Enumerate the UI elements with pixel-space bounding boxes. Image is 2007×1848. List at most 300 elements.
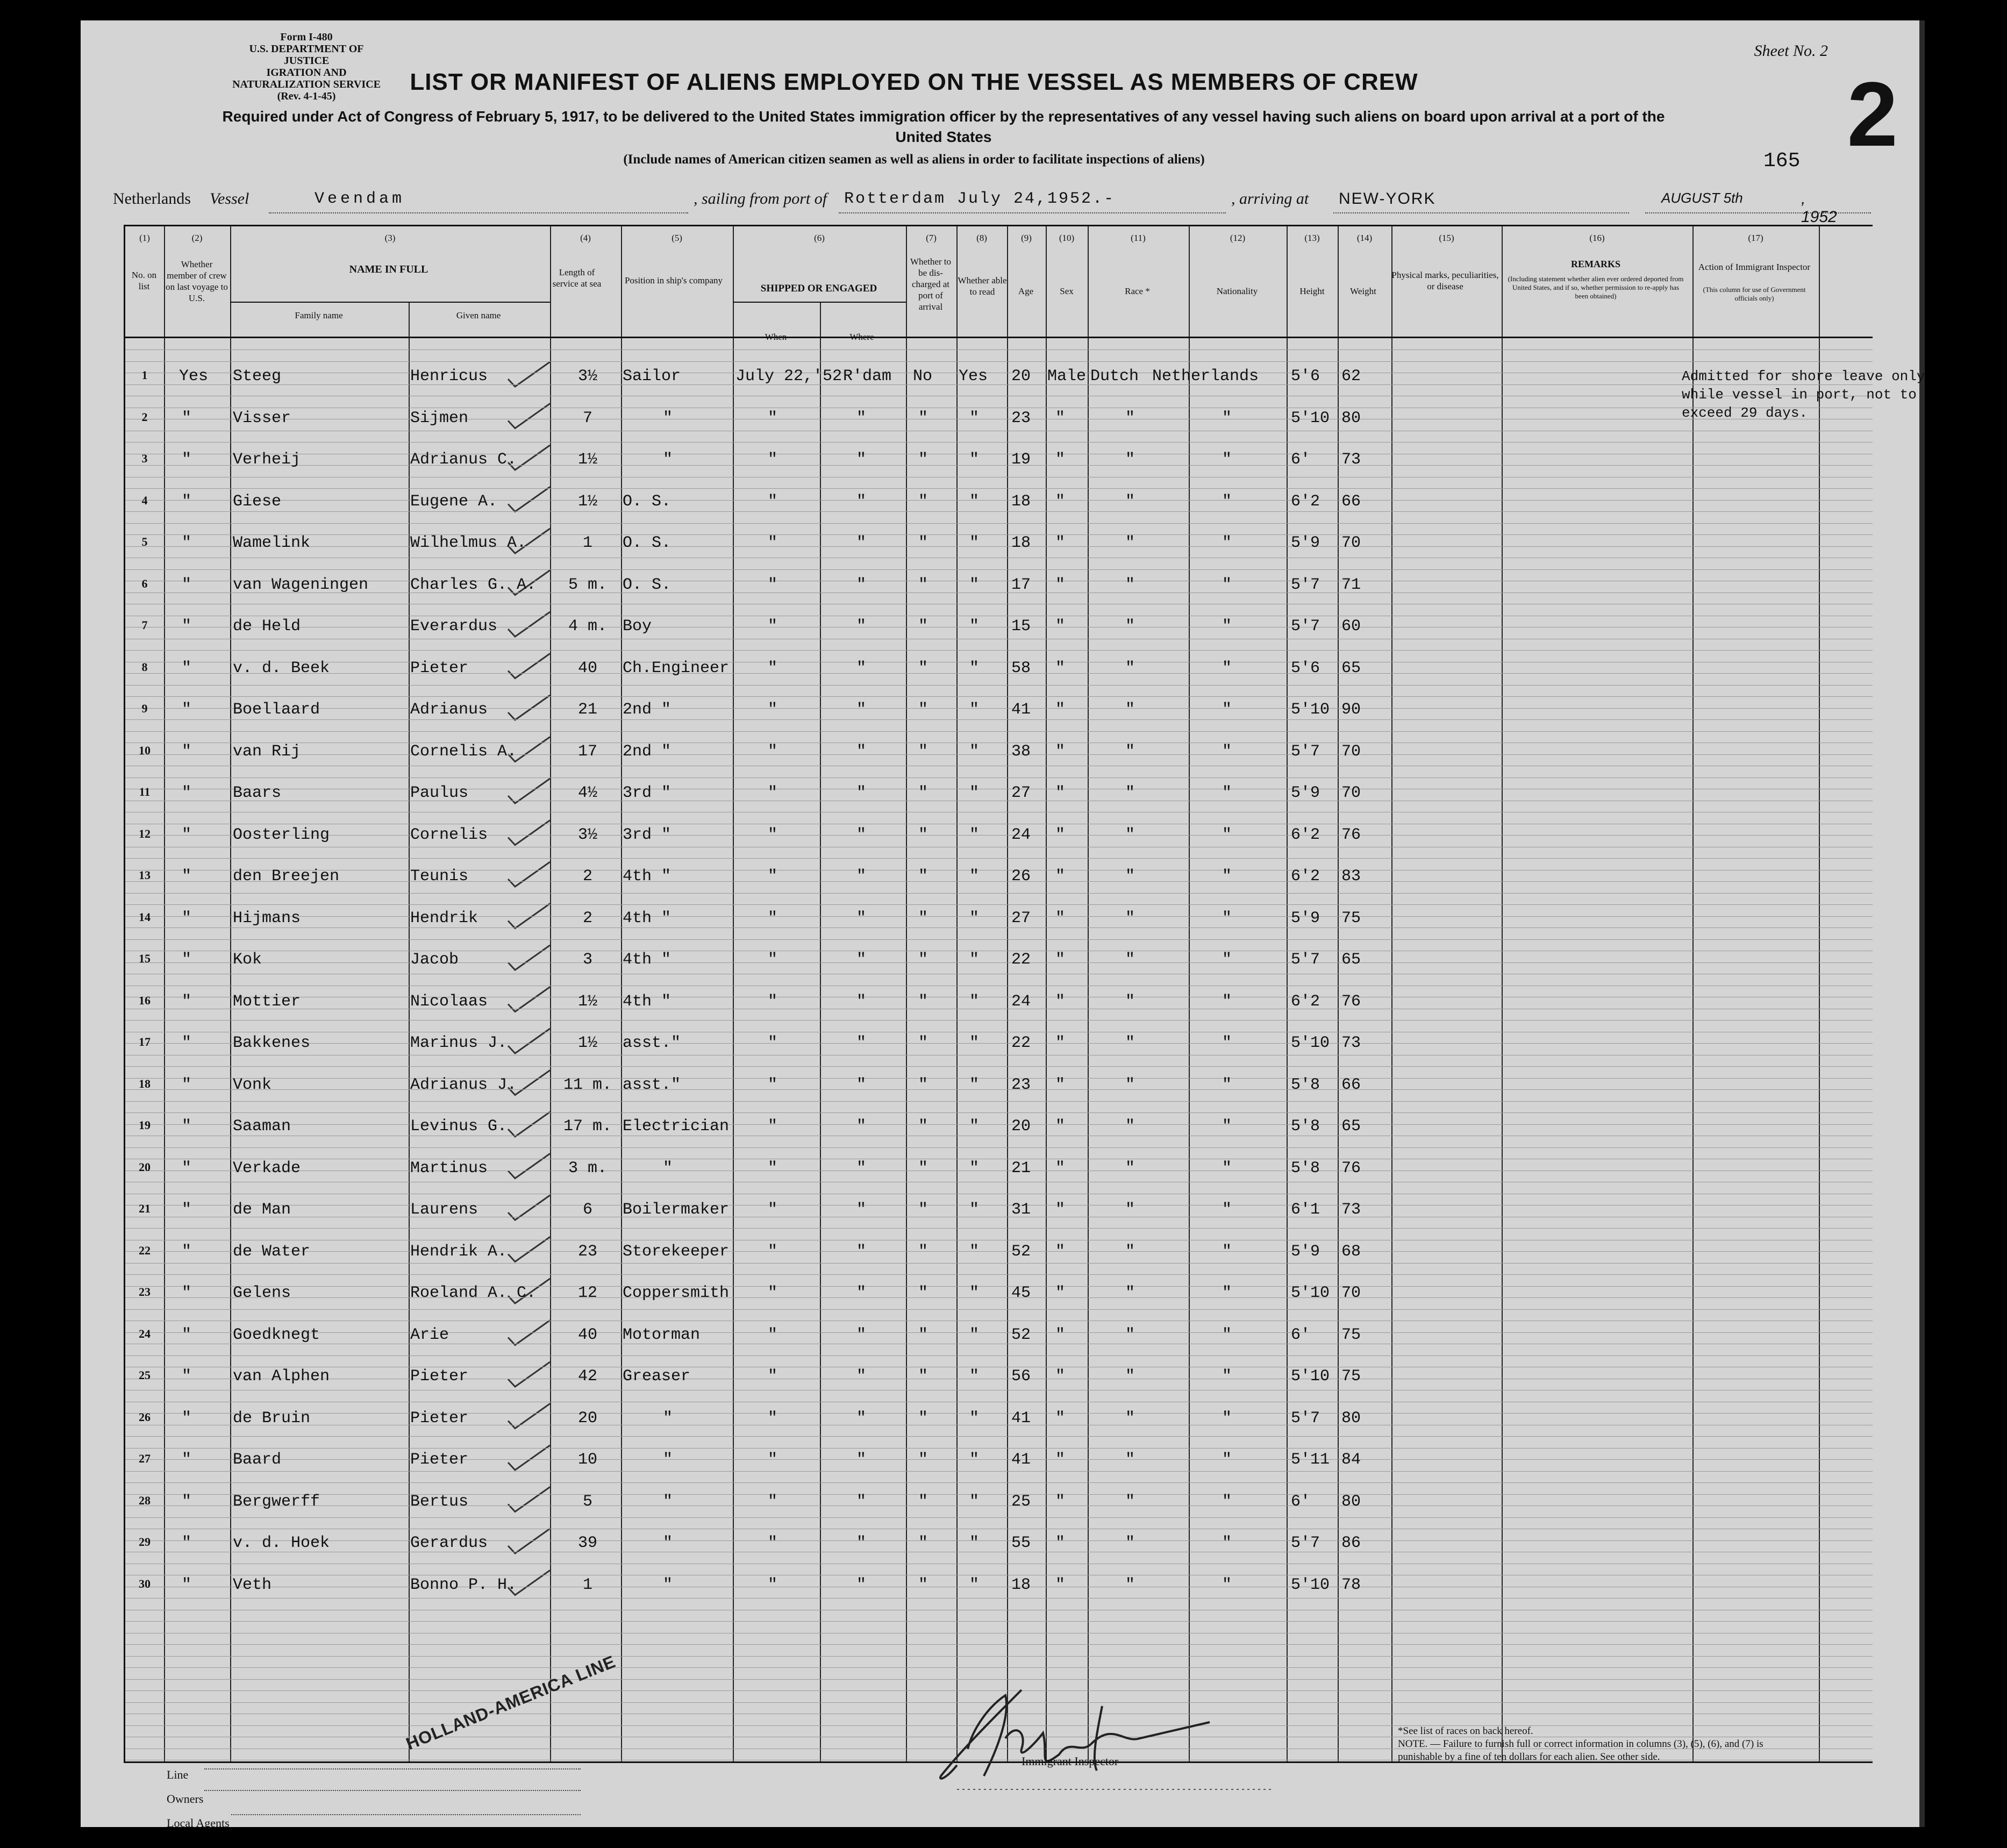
position-cell: asst.": [623, 1075, 681, 1094]
row-number: 15: [139, 952, 151, 965]
checkmark: [508, 1487, 550, 1512]
service-cell: 1½: [578, 1034, 598, 1052]
ruled-line: [125, 939, 1873, 940]
given-name-cell: Adrianus: [410, 701, 488, 719]
weight-cell: 73: [1341, 451, 1361, 469]
race-cell: ": [1125, 1075, 1135, 1094]
header-action-note: (This column for use of Government officials only): [1703, 286, 1806, 302]
discharged-cell: ": [918, 451, 928, 469]
able-to-read-cell: ": [969, 534, 980, 552]
age-cell: 58: [1011, 659, 1031, 677]
able-to-read-cell: ": [969, 1034, 980, 1052]
column-number: (4): [580, 233, 591, 243]
row-number: 18: [139, 1076, 151, 1090]
ruled-line: [125, 1667, 1873, 1668]
family-name-cell: v. d. Hoek: [233, 1534, 330, 1552]
row-number: 25: [139, 1368, 151, 1382]
member-cell: ": [182, 867, 192, 886]
able-to-read-cell: ": [969, 825, 980, 844]
row-number: 21: [139, 1202, 151, 1215]
discharged-cell: No: [913, 367, 933, 386]
able-to-read-cell: ": [969, 659, 980, 677]
age-cell: 41: [1011, 1409, 1031, 1428]
service-cell: 17: [578, 742, 598, 761]
race-cell: ": [1125, 451, 1135, 469]
ruled-line: [125, 488, 1873, 489]
row-number: 3: [141, 452, 148, 465]
position-cell: Boilermaker: [623, 1201, 730, 1219]
race-cell: ": [1125, 617, 1135, 636]
race-cell: ": [1125, 534, 1135, 552]
column-rule: [1338, 226, 1339, 1761]
height-cell: 6'2: [1291, 825, 1320, 844]
family-name-cell: van Alphen: [233, 1367, 330, 1386]
service-cell: 2: [583, 867, 593, 886]
position-cell: O. S.: [623, 534, 672, 552]
fine-note: NOTE. — Failure to furnish full or correct information in columns (3), (5), (6), and (7) is punishable by a fine of ten dollars for each alien. See other side.: [1398, 1738, 1763, 1763]
checkmark: [508, 945, 550, 970]
sex-cell: ": [1055, 784, 1066, 802]
given-name-cell: Cornelis A.: [410, 742, 517, 761]
sailing-value: Rotterdam July 24,1952.-: [844, 190, 1116, 208]
weight-cell: 70: [1341, 534, 1361, 552]
shipped-where-cell: ": [856, 909, 867, 927]
column-rule: [621, 226, 622, 1761]
member-cell: ": [182, 951, 192, 969]
given-name-cell: Arie: [410, 1325, 449, 1344]
position-cell: ": [663, 1409, 673, 1428]
age-cell: 55: [1011, 1534, 1031, 1552]
shipped-when-cell: ": [768, 867, 778, 886]
age-cell: 56: [1011, 1367, 1031, 1386]
nationality-cell: ": [1222, 1367, 1232, 1386]
header-when: When: [765, 332, 787, 342]
row-number: 17: [139, 1035, 151, 1048]
shipped-where-cell: ": [856, 867, 867, 886]
age-cell: 21: [1011, 1159, 1031, 1178]
race-cell: ": [1125, 659, 1135, 677]
header-service: Length of service at sea: [552, 267, 602, 289]
race-cell: ": [1125, 1367, 1135, 1386]
row-number: 24: [139, 1326, 151, 1340]
column-rule: [1088, 226, 1089, 1761]
checkmark: [508, 1321, 550, 1345]
sex-cell: ": [1055, 1034, 1066, 1052]
weight-cell: 60: [1341, 617, 1361, 636]
column-number: (14): [1356, 233, 1373, 243]
header-height: Height: [1299, 286, 1325, 296]
row-number: 9: [141, 702, 148, 715]
header-given: Given name: [456, 310, 501, 320]
given-name-cell: Sijmen: [410, 409, 469, 427]
crew-table: [124, 225, 1925, 1763]
weight-cell: 65: [1341, 1117, 1361, 1136]
ruled-line: [125, 523, 1873, 524]
header-rule: [125, 337, 1873, 338]
age-cell: 31: [1011, 1201, 1031, 1219]
age-cell: 52: [1011, 1325, 1031, 1344]
ruled-line: [125, 1286, 1873, 1287]
able-to-read-cell: ": [969, 575, 980, 594]
shipped-where-cell: ": [856, 1575, 867, 1594]
nationality-cell: Netherlands: [1152, 367, 1259, 386]
shipped-where-cell: ": [856, 1325, 867, 1344]
position-cell: ": [663, 451, 673, 469]
weight-cell: 73: [1341, 1034, 1361, 1052]
sex-cell: ": [1055, 1409, 1066, 1428]
race-cell: ": [1125, 992, 1135, 1011]
shipped-where-cell: ": [856, 409, 867, 427]
shipped-where-cell: ": [856, 784, 867, 802]
nationality-cell: ": [1222, 534, 1232, 552]
able-to-read-cell: ": [969, 492, 980, 511]
given-name-cell: Wilhelmus A.: [410, 534, 527, 552]
service-cell: 7: [583, 409, 593, 427]
given-name-cell: Roeland A. C.: [410, 1284, 537, 1302]
height-cell: 6'2: [1291, 992, 1320, 1011]
remarks-text: Admitted for shore leave only while vessel in port, not to exceed 29 days.: [1682, 368, 1925, 421]
member-cell: ": [182, 1575, 192, 1594]
family-name-cell: de Held: [233, 617, 301, 636]
ruled-line: [125, 685, 1873, 686]
row-number: 19: [139, 1118, 151, 1132]
column-number: (9): [1021, 233, 1032, 243]
height-cell: 5'9: [1291, 534, 1320, 552]
row-number: 8: [141, 660, 148, 674]
ruled-line: [125, 1540, 1873, 1541]
ruled-line: [125, 1413, 1873, 1414]
sailing-label: , sailing from port of: [694, 190, 827, 208]
age-cell: 22: [1011, 1034, 1031, 1052]
able-to-read-cell: ": [969, 617, 980, 636]
shipped-where-cell: ": [856, 492, 867, 511]
sex-cell: ": [1055, 909, 1066, 927]
service-cell: 1½: [578, 451, 598, 469]
service-cell: 39: [578, 1534, 598, 1552]
weight-cell: 65: [1341, 951, 1361, 969]
discharged-cell: ": [918, 1451, 928, 1469]
discharged-cell: ": [918, 1201, 928, 1219]
holland-america-stamp: HOLLAND-AMERICA LINE: [403, 1651, 619, 1754]
race-cell: ": [1125, 1325, 1135, 1344]
form-id-line: (Rev. 4-1-45): [277, 90, 336, 102]
ruled-line: [125, 1297, 1873, 1298]
discharged-cell: ": [918, 1284, 928, 1302]
age-cell: 41: [1011, 701, 1031, 719]
service-cell: 3: [583, 951, 593, 969]
given-name-cell: Charles G. A.: [410, 575, 537, 594]
weight-cell: 73: [1341, 1201, 1361, 1219]
member-cell: ": [182, 701, 192, 719]
nationality-cell: ": [1222, 701, 1232, 719]
ruled-line: [125, 1471, 1873, 1472]
able-to-read-cell: ": [969, 867, 980, 886]
checkmark: [508, 362, 550, 387]
height-cell: 5'10: [1291, 1575, 1330, 1594]
service-cell: 4½: [578, 784, 598, 802]
header-sex: Sex: [1060, 286, 1074, 296]
family-name-cell: Hijmans: [233, 909, 301, 927]
family-name-cell: Veth: [233, 1575, 272, 1594]
weight-cell: 75: [1341, 909, 1361, 927]
ruled-line: [125, 1228, 1873, 1229]
given-name-cell: Hendrik: [410, 909, 478, 927]
ruled-line: [125, 442, 1873, 443]
ruled-line: [125, 927, 1873, 928]
given-name-cell: Gerardus: [410, 1534, 488, 1552]
shipped-when-cell: ": [768, 575, 778, 594]
sex-cell: ": [1055, 1075, 1066, 1094]
footer-line-label: Line: [167, 1768, 189, 1781]
column-number: (12): [1230, 233, 1246, 243]
column-number: (1): [139, 233, 150, 243]
family-name-cell: Verheij: [233, 451, 301, 469]
position-cell: Sailor: [623, 367, 681, 386]
row-number: 29: [139, 1535, 151, 1549]
sex-cell: ": [1055, 451, 1066, 469]
footer-owners-label: Owners: [167, 1792, 204, 1806]
nationality-cell: ": [1222, 451, 1232, 469]
member-cell: ": [182, 784, 192, 802]
discharged-cell: ": [918, 617, 928, 636]
discharged-cell: ": [918, 1325, 928, 1344]
height-cell: 5'6: [1291, 367, 1320, 386]
given-name-cell: Teunis: [410, 867, 469, 886]
member-cell: ": [182, 534, 192, 552]
form-id-line: U.S. DEPARTMENT OF JUSTICE: [249, 43, 364, 67]
nationality-cell: ": [1222, 909, 1232, 927]
discharged-cell: ": [918, 409, 928, 427]
discharged-cell: ": [918, 534, 928, 552]
row-number: 30: [139, 1576, 151, 1590]
position-cell: O. S.: [623, 575, 672, 594]
family-name-cell: Mottier: [233, 992, 301, 1011]
nationality-cell: ": [1222, 1242, 1232, 1261]
race-cell: ": [1125, 1159, 1135, 1178]
height-cell: 5'10: [1291, 1367, 1330, 1386]
footer-agents-label: Local Agents: [167, 1816, 230, 1830]
column-rule: [164, 226, 165, 1761]
page-subtitle: Required under Act of Congress of February 5, 1917, to be delivered to the United States immigration officer by the representatives of any vessel having such aliens on board upon arrival at a port of the United States: [222, 108, 1665, 145]
member-cell: ": [182, 1034, 192, 1052]
header-age: Age: [1018, 286, 1034, 296]
given-name-cell: Henricus: [410, 367, 488, 386]
ruled-line: [125, 1644, 1873, 1645]
races-note: *See list of races on back hereof.: [1398, 1725, 1533, 1737]
sex-cell: ": [1055, 1284, 1066, 1302]
vessel-name: Veendam: [315, 190, 405, 208]
sex-cell: ": [1055, 659, 1066, 677]
able-to-read-cell: ": [969, 1075, 980, 1094]
shipped-when-cell: ": [768, 1451, 778, 1469]
column-rule: [1692, 226, 1694, 1761]
able-to-read-cell: Yes: [959, 367, 988, 386]
member-cell: ": [182, 1075, 192, 1094]
shipped-where-cell: ": [856, 534, 867, 552]
shipped-where-cell: ": [856, 1242, 867, 1261]
checkmark: [508, 1029, 550, 1053]
sex-cell: ": [1055, 1117, 1066, 1136]
discharged-cell: ": [918, 1034, 928, 1052]
service-cell: 1½: [578, 992, 598, 1011]
big-sheet-number: 2: [1847, 63, 1898, 166]
position-cell: Coppersmith: [623, 1284, 730, 1302]
discharged-cell: ": [918, 575, 928, 594]
sex-cell: ": [1055, 992, 1066, 1011]
shipped-when-cell: ": [768, 909, 778, 927]
age-cell: 20: [1011, 1117, 1031, 1136]
weight-cell: 80: [1341, 409, 1361, 427]
discharged-cell: ": [918, 1492, 928, 1511]
row-number: 11: [139, 785, 151, 798]
ruled-line: [125, 858, 1873, 859]
nationality-cell: ": [1222, 1117, 1232, 1136]
ruled-line: [125, 904, 1873, 905]
position-cell: Ch.Engineer: [623, 659, 730, 677]
row-number: 10: [139, 743, 151, 757]
checkmark: [508, 1362, 550, 1387]
ruled-line: [125, 1274, 1873, 1275]
subheader-rule: [733, 302, 906, 303]
shipped-where-cell: ": [856, 1367, 867, 1386]
weight-cell: 90: [1341, 701, 1361, 719]
sex-cell: ": [1055, 1242, 1066, 1261]
height-cell: 5'8: [1291, 1159, 1320, 1178]
nationality-cell: ": [1222, 617, 1232, 636]
header-race: Race *: [1125, 286, 1150, 296]
checkmark: [508, 862, 550, 887]
weight-cell: 76: [1341, 992, 1361, 1011]
able-to-read-cell: ": [969, 1117, 980, 1136]
shipped-where-cell: ": [856, 992, 867, 1011]
age-cell: 18: [1011, 1575, 1031, 1594]
race-cell: ": [1125, 784, 1135, 802]
nationality-cell: ": [1222, 1159, 1232, 1178]
age-cell: 24: [1011, 825, 1031, 844]
ruled-line: [125, 1101, 1873, 1102]
position-cell: ": [663, 1492, 673, 1511]
height-cell: 5'8: [1291, 1117, 1320, 1136]
sex-cell: ": [1055, 1492, 1066, 1511]
row-number: 16: [139, 993, 151, 1007]
shipped-when-cell: ": [768, 1367, 778, 1386]
nationality-cell: ": [1222, 1492, 1232, 1511]
shipped-when-cell: ": [768, 1325, 778, 1344]
ruled-line: [125, 534, 1873, 535]
header-nationality: Nationality: [1216, 286, 1258, 296]
age-cell: 18: [1011, 534, 1031, 552]
race-cell: ": [1125, 1117, 1135, 1136]
ruled-line: [125, 546, 1873, 547]
sex-cell: ": [1055, 742, 1066, 761]
shipped-where-cell: ": [856, 617, 867, 636]
vessel-label: Vessel: [210, 190, 249, 208]
column-number: (11): [1131, 233, 1146, 243]
row-number: 14: [139, 910, 151, 924]
family-name-cell: Verkade: [233, 1159, 301, 1178]
nationality-cell: ": [1222, 575, 1232, 594]
able-to-read-cell: ": [969, 1201, 980, 1219]
discharged-cell: ": [918, 909, 928, 927]
weight-cell: 80: [1341, 1409, 1361, 1428]
weight-cell: 76: [1341, 1159, 1361, 1178]
column-number: (16): [1589, 233, 1605, 243]
weight-cell: 76: [1341, 825, 1361, 844]
page-number: 165: [1763, 149, 1801, 173]
checkmark: [508, 654, 550, 679]
header-shipped: SHIPPED OR ENGAGED: [760, 283, 877, 294]
discharged-cell: ": [918, 492, 928, 511]
sex-cell: ": [1055, 1159, 1066, 1178]
ruled-line: [125, 650, 1873, 651]
position-cell: ": [663, 1159, 673, 1178]
given-name-cell: Adrianus C.: [410, 451, 517, 469]
ruled-line: [125, 870, 1873, 871]
position-cell: 3rd ": [623, 825, 672, 844]
row-number: 26: [139, 1410, 151, 1424]
given-name-cell: Nicolaas: [410, 992, 488, 1011]
column-rule: [230, 226, 231, 1761]
given-name-cell: Martinus: [410, 1159, 488, 1178]
nationality-cell: ": [1222, 1451, 1232, 1469]
column-rule: [1287, 226, 1288, 1761]
service-cell: 17 m.: [563, 1117, 612, 1136]
able-to-read-cell: ": [969, 992, 980, 1011]
family-name-cell: Saaman: [233, 1117, 291, 1136]
able-to-read-cell: ": [969, 1159, 980, 1178]
sex-cell: ": [1055, 1367, 1066, 1386]
weight-cell: 66: [1341, 1075, 1361, 1094]
shipped-where-cell: ": [856, 1284, 867, 1302]
subheader-rule: [230, 302, 550, 303]
shipped-when-cell: ": [768, 742, 778, 761]
header-name: NAME IN FULL: [349, 263, 428, 275]
shipped-where-cell: ": [856, 825, 867, 844]
age-cell: 18: [1011, 492, 1031, 511]
height-cell: 5'10: [1291, 1034, 1330, 1052]
age-cell: 15: [1011, 617, 1031, 636]
nationality-cell: ": [1222, 492, 1232, 511]
position-cell: 4th ": [623, 992, 672, 1011]
given-name-cell: Levinus G.: [410, 1117, 508, 1136]
shipped-where-cell: ": [856, 1075, 867, 1094]
shipped-when-cell: ": [768, 1034, 778, 1052]
position-cell: ": [663, 409, 673, 427]
member-cell: ": [182, 1242, 192, 1261]
family-name-cell: van Wageningen: [233, 575, 369, 594]
able-to-read-cell: ": [969, 1284, 980, 1302]
position-cell: 4th ": [623, 951, 672, 969]
family-name-cell: den Breejen: [233, 867, 340, 886]
service-cell: 5: [583, 1492, 593, 1511]
shipped-where-cell: ": [856, 1117, 867, 1136]
header-action: Action of Immigrant Inspector: [1698, 262, 1811, 272]
shipped-where-cell: ": [856, 659, 867, 677]
discharged-cell: ": [918, 1575, 928, 1594]
nationality-cell: ": [1222, 742, 1232, 761]
family-name-cell: Wamelink: [233, 534, 311, 552]
shipped-when-cell: July 22,'52: [735, 367, 842, 386]
height-cell: 5'7: [1291, 617, 1320, 636]
vessel-line: [113, 190, 1837, 226]
arrival-date: AUGUST 5th: [1661, 190, 1743, 206]
weight-cell: 66: [1341, 492, 1361, 511]
given-name-cell: Laurens: [410, 1201, 478, 1219]
nationality-cell: ": [1222, 1325, 1232, 1344]
weight-cell: 70: [1341, 1284, 1361, 1302]
height-cell: 6': [1291, 451, 1311, 469]
shipped-when-cell: ": [768, 1117, 778, 1136]
